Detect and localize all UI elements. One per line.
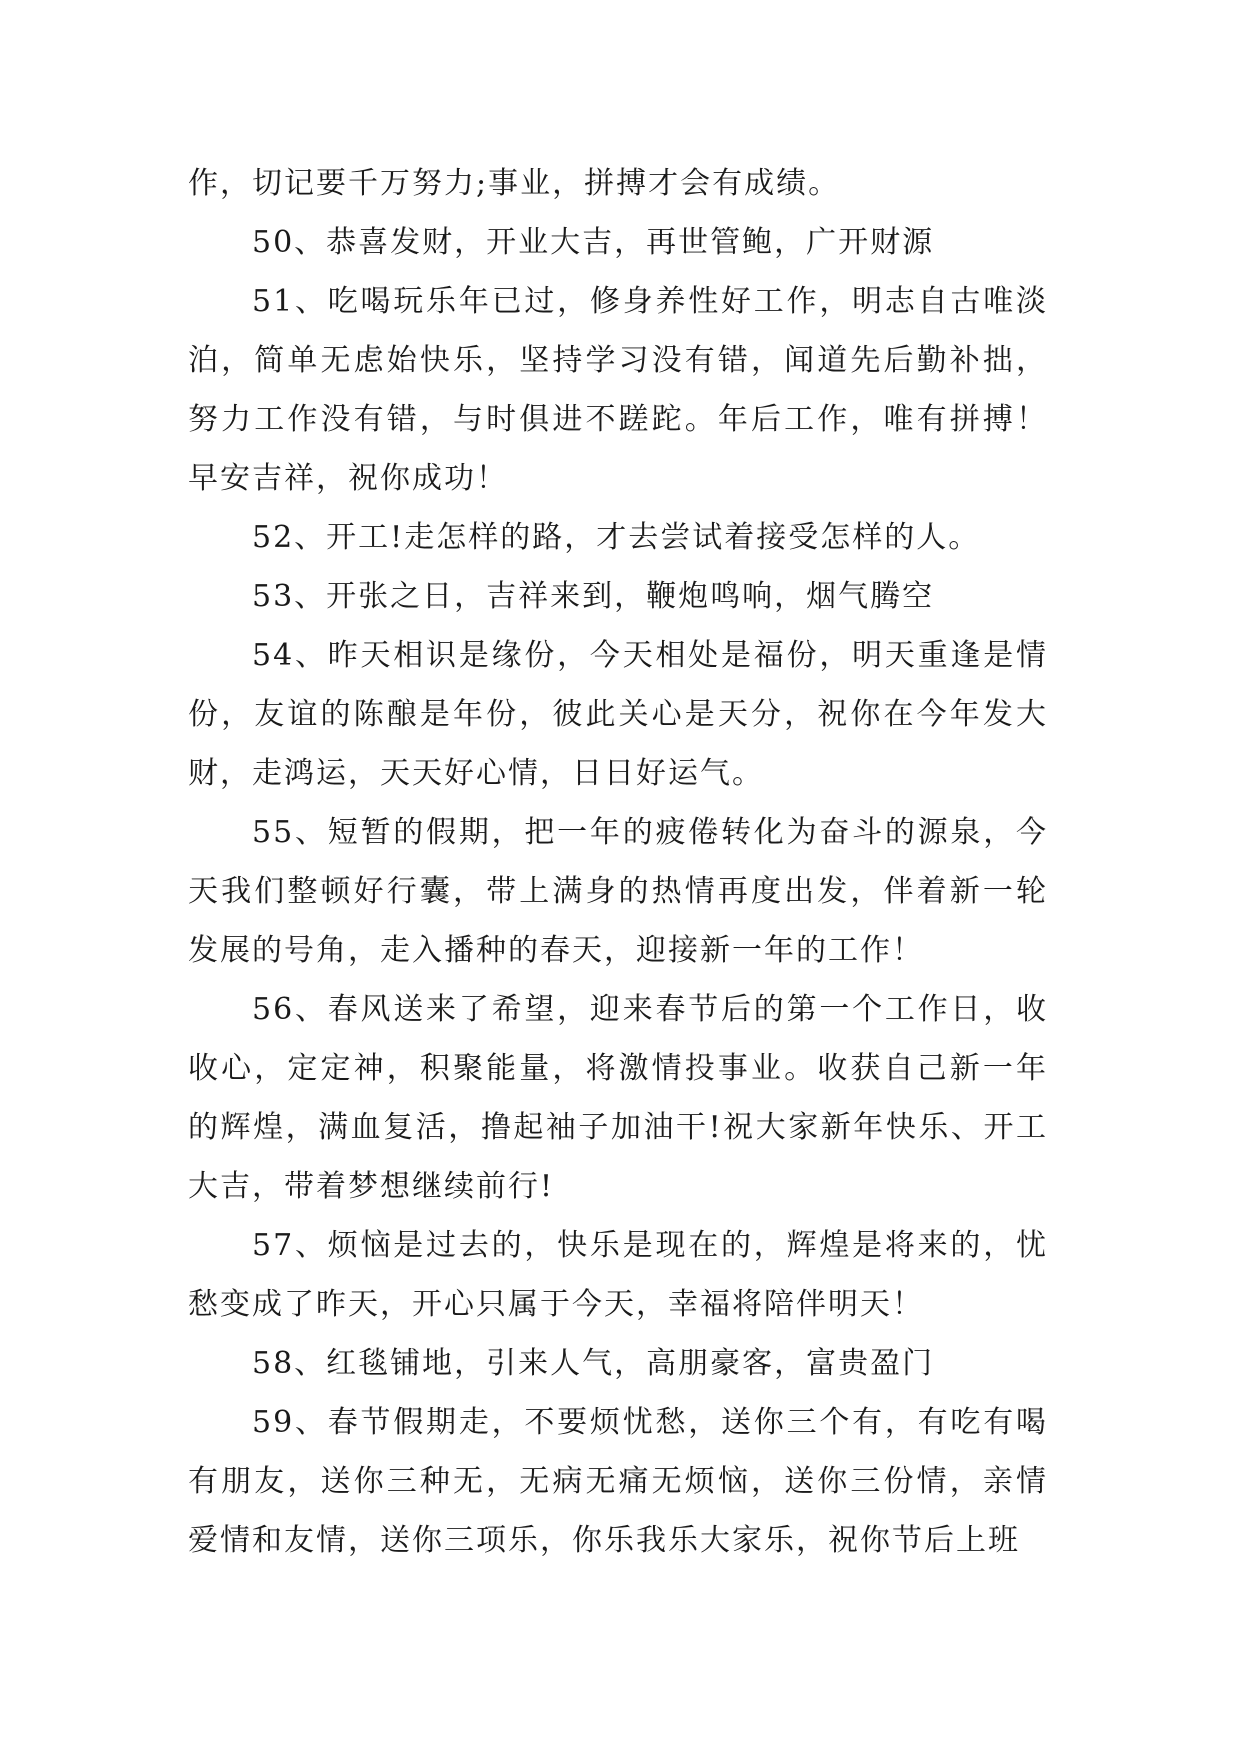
paragraph-item-58: 58、红毯铺地，引来人气，高朋豪客，富贵盈门: [252, 1346, 935, 1381]
document-body: [188, 154, 1048, 1570]
paragraph-item-53: 53、开张之日，吉祥来到，鞭炮鸣响，烟气腾空: [252, 579, 935, 614]
paragraph-continuation: 作，切记要千万努力;事业，拼搏才会有成绩。: [188, 166, 841, 201]
paragraph-item-55: 55、短暂的假期，把一年的疲倦转化为奋斗的源泉，今天我们整顿好行囊，带上满身的热情再度出发，伴着新一轮发展的号角，走入播种的春天，迎接新一年的工作！: [188, 815, 1048, 968]
paragraph-item-51: 51、吃喝玩乐年已过，修身养性好工作，明志自古唯淡泊，简单无虑始快乐，坚持学习没有错，闻道先后勤补拙，努力工作没有错，与时俱进不蹉跎。年后工作，唯有拼搏！早安吉祥，祝你成功！: [188, 284, 1048, 496]
paragraph-item-57: 57、烦恼是过去的，快乐是现在的，辉煌是将来的，忧愁变成了昨天，开心只属于今天，幸福将陪伴明天！: [188, 1228, 1048, 1322]
paragraph-item-56: 56、春风送来了希望，迎来春节后的第一个工作日，收收心，定定神，积聚能量，将激情投事业。收获自己新一年的辉煌，满血复活，撸起袖子加油干!祝大家新年快乐、开工大吉，带着梦想继续前行!: [188, 992, 1048, 1204]
paragraph-item-54: 54、昨天相识是缘份，今天相处是福份，明天重逢是情份，友谊的陈酿是年份，彼此关心是天分，祝你在今年发大财，走鸿运，天天好心情，日日好运气。: [188, 638, 1048, 791]
paragraph-item-59: 59、春节假期走，不要烦忧愁，送你三个有，有吃有喝有朋友，送你三种无，无病无痛无烦恼，送你三份情，亲情爱情和友情，送你三项乐，你乐我乐大家乐，祝你节后上班: [188, 1405, 1048, 1558]
paragraph-item-50: 50、恭喜发财，开业大吉，再世管鲍，广开财源: [252, 225, 935, 260]
paragraph-item-52: 52、开工!走怎样的路，才去尝试着接受怎样的人。: [252, 520, 981, 555]
